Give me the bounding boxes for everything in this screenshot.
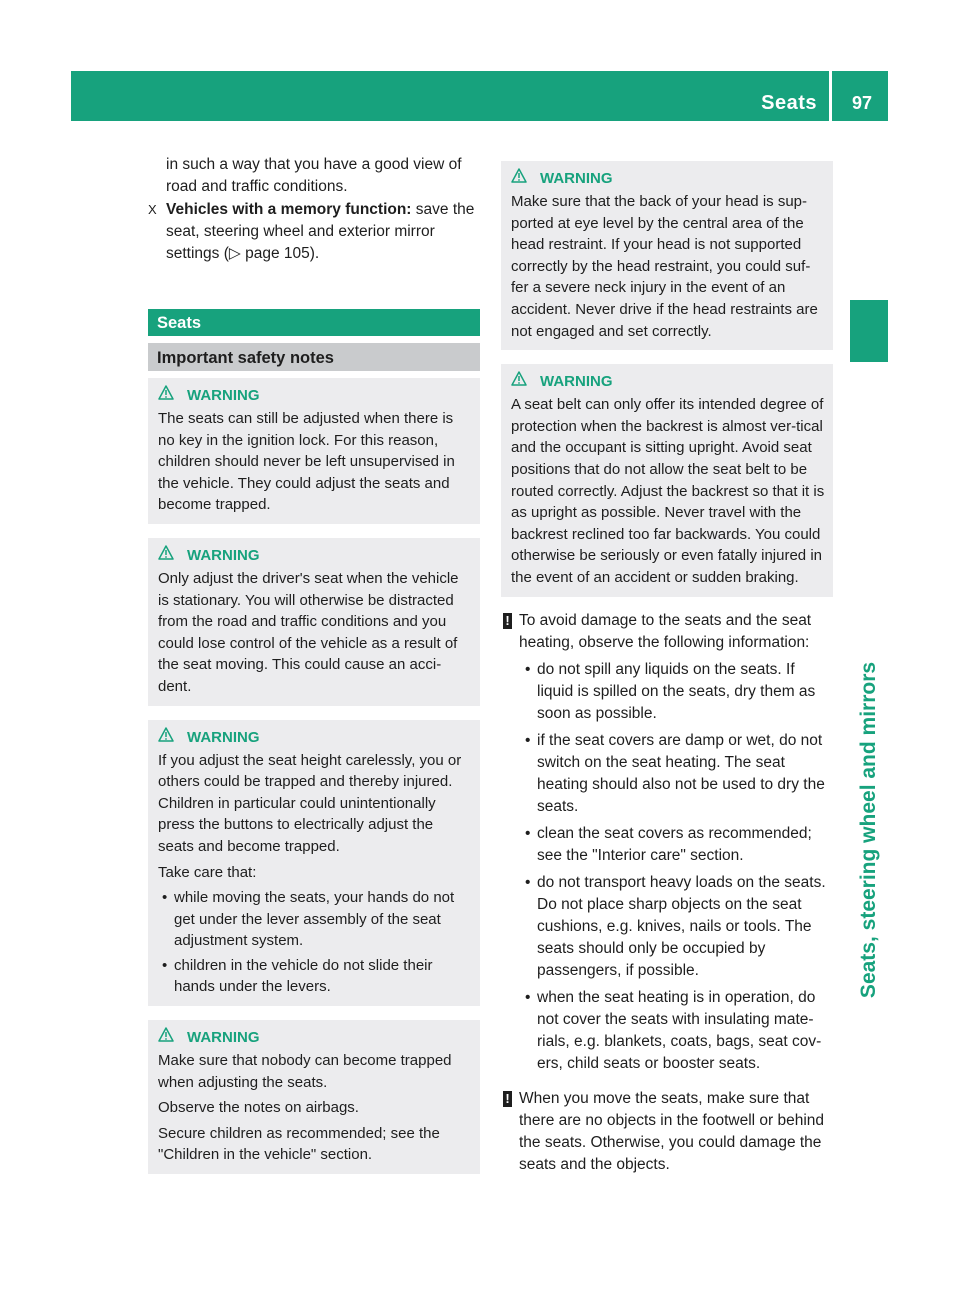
list-item bbox=[158, 887, 472, 952]
warning-triangle-icon bbox=[158, 384, 187, 408]
warning-box bbox=[501, 161, 833, 350]
warning-text: If you adjust the seat height carelessly, you or others could be trapped and thereby injured. Children in particular could unintentionally press the buttons to electrically adjust the seats and become trapped. bbox=[158, 751, 462, 855]
chapter-title: Seats bbox=[761, 92, 817, 114]
subsection-title: Important safety notes bbox=[148, 343, 480, 371]
warning-box bbox=[148, 1020, 480, 1174]
warning-triangle-icon bbox=[511, 370, 540, 394]
warning-bullet-list bbox=[158, 887, 472, 998]
notice-block bbox=[501, 610, 833, 1075]
warning-triangle-icon bbox=[158, 544, 187, 568]
warning-heading bbox=[511, 167, 825, 191]
bullet-dot: • bbox=[162, 889, 168, 907]
exclamation-icon: ! bbox=[503, 613, 512, 629]
list-item bbox=[519, 730, 833, 818]
bullet-dot: • bbox=[525, 660, 531, 678]
warning-heading-text: WARNING bbox=[187, 387, 260, 404]
warning-box bbox=[501, 364, 833, 596]
warning-heading bbox=[158, 726, 472, 750]
exclamation-icon: ! bbox=[503, 1091, 512, 1107]
notice-bullet-list bbox=[519, 659, 833, 1075]
list-item-text: children in the vehicle do not slide their hands under the levers. bbox=[174, 956, 433, 996]
side-tab-marker bbox=[850, 300, 888, 362]
page-ref-icon: ▷ bbox=[228, 245, 241, 262]
step-arrow-icon: X bbox=[148, 202, 157, 217]
warning-heading-text: WARNING bbox=[187, 546, 260, 564]
page-ref-link[interactable]: page 105). bbox=[245, 245, 320, 262]
warning-triangle-icon bbox=[158, 726, 187, 750]
step-text: save the seat, steering wheel and exterior mirror settings ( bbox=[166, 201, 475, 262]
list-item bbox=[519, 872, 833, 982]
notice-text: To avoid damage to the seats and the seat heating, observe the following information: bbox=[519, 611, 812, 651]
warning-heading-text: WARNING bbox=[540, 170, 613, 187]
header-divider bbox=[829, 71, 832, 121]
warning-heading-text: WARNING bbox=[187, 1029, 260, 1047]
list-item-text: do not transport heavy loads on the seats. Do not place sharp objects on the seat cushions, e.g. knives, nails or tools. The seats should only be occupied by passengers, if possible. bbox=[537, 873, 826, 979]
warning-text: A seat belt can only offer its intended degree of protection when the backrest is almost ver-tical and the occupant is sitting upright. Avoid seat positions that do not allow the seat belt to be routed correctly. Adjust the backrest so that it is as upright as possible. Never travel with the backrest reclined too far backwards. You could otherwise be seriously or even fatally injured in the event of an accident or sudden braking. bbox=[511, 396, 825, 586]
section-title: Seats bbox=[148, 309, 480, 336]
list-item-text: clean the seat covers as recommended; see the "Interior care" section. bbox=[537, 824, 812, 864]
warning-text: Only adjust the driver's seat when the vehicle is stationary. You will otherwise be distracted from the road and traffic conditions and you could lose control of the vehicle as a result of the seat moving. This could cause an acci-dent. bbox=[158, 569, 459, 695]
warning-text: The seats can still be adjusted when there is no key in the ignition lock. For this reason, children should never be left unsupervised in the vehicle. They could adjust the seats and become trapped. bbox=[158, 410, 455, 514]
list-item bbox=[158, 955, 472, 998]
bullet-dot: • bbox=[525, 988, 531, 1006]
list-item-text: when the seat heating is in operation, do not cover the seats with insulating mate-rials, e.g. blankets, coats, bags, seat cov-ers, child seats or booster seats. bbox=[537, 988, 822, 1072]
warning-heading bbox=[511, 370, 825, 394]
side-tab-label: Seats, steering wheel and mirrors bbox=[857, 661, 880, 999]
warning-text: Take care that: bbox=[158, 863, 257, 881]
list-item bbox=[519, 823, 833, 867]
warning-box bbox=[148, 720, 480, 1007]
warning-heading-text: WARNING bbox=[187, 728, 260, 746]
list-item bbox=[519, 659, 833, 725]
warning-text: Make sure that the back of your head is sup-ported at eye level by the central area of the head restraint. If your head is not supported correctly by the head restraint, you could suf-fer a severe neck injury in the event of an accident. Never drive if the head restraints are not engaged and set correctly. bbox=[511, 193, 818, 340]
right-column bbox=[501, 154, 833, 1176]
warning-triangle-icon bbox=[158, 1026, 187, 1050]
bullet-dot: • bbox=[525, 824, 531, 842]
notice-block bbox=[501, 1088, 833, 1176]
warning-heading-text: WARNING bbox=[540, 373, 613, 391]
warning-box bbox=[148, 538, 480, 706]
left-warnings bbox=[148, 378, 480, 1174]
bullet-dot: • bbox=[525, 731, 531, 749]
list-item-text: while moving the seats, your hands do not get under the lever assembly of the seat adjustment system. bbox=[174, 889, 455, 950]
intro-paragraph: in such a way that you have a good view of road and traffic conditions. bbox=[166, 156, 462, 195]
bullet-dot: • bbox=[162, 956, 168, 974]
right-warnings bbox=[501, 161, 833, 597]
warning-heading bbox=[158, 384, 472, 408]
instruction-step bbox=[148, 199, 480, 265]
left-column bbox=[148, 154, 480, 1174]
warning-text: Observe the notes on airbags. bbox=[158, 1099, 359, 1117]
list-item-text: do not spill any liquids on the seats. If liquid is spilled on the seats, dry them as soon as possible. bbox=[537, 660, 816, 722]
bullet-dot: • bbox=[525, 873, 531, 891]
warning-heading bbox=[158, 1026, 472, 1050]
page-header bbox=[71, 71, 888, 121]
page-number: 97 bbox=[851, 93, 872, 113]
warning-text: Make sure that nobody can become trapped when adjusting the seats. bbox=[158, 1052, 452, 1091]
warning-box bbox=[148, 378, 480, 524]
warning-text: Secure children as recommended; see the "Children in the vehicle" section. bbox=[158, 1124, 440, 1164]
list-item bbox=[519, 987, 833, 1075]
warning-triangle-icon bbox=[511, 167, 540, 191]
right-notices bbox=[501, 610, 833, 1176]
step-bold-label: Vehicles with a memory function: bbox=[166, 201, 412, 218]
warning-heading bbox=[158, 544, 472, 568]
notice-text: When you move the seats, make sure that there are no objects in the footwell or behind the seats. Otherwise, you could damage the seats and the objects. bbox=[519, 1089, 825, 1173]
list-item-text: if the seat covers are damp or wet, do not switch on the seat heating. The seat heating should also not be used to dry the seats. bbox=[537, 731, 825, 815]
